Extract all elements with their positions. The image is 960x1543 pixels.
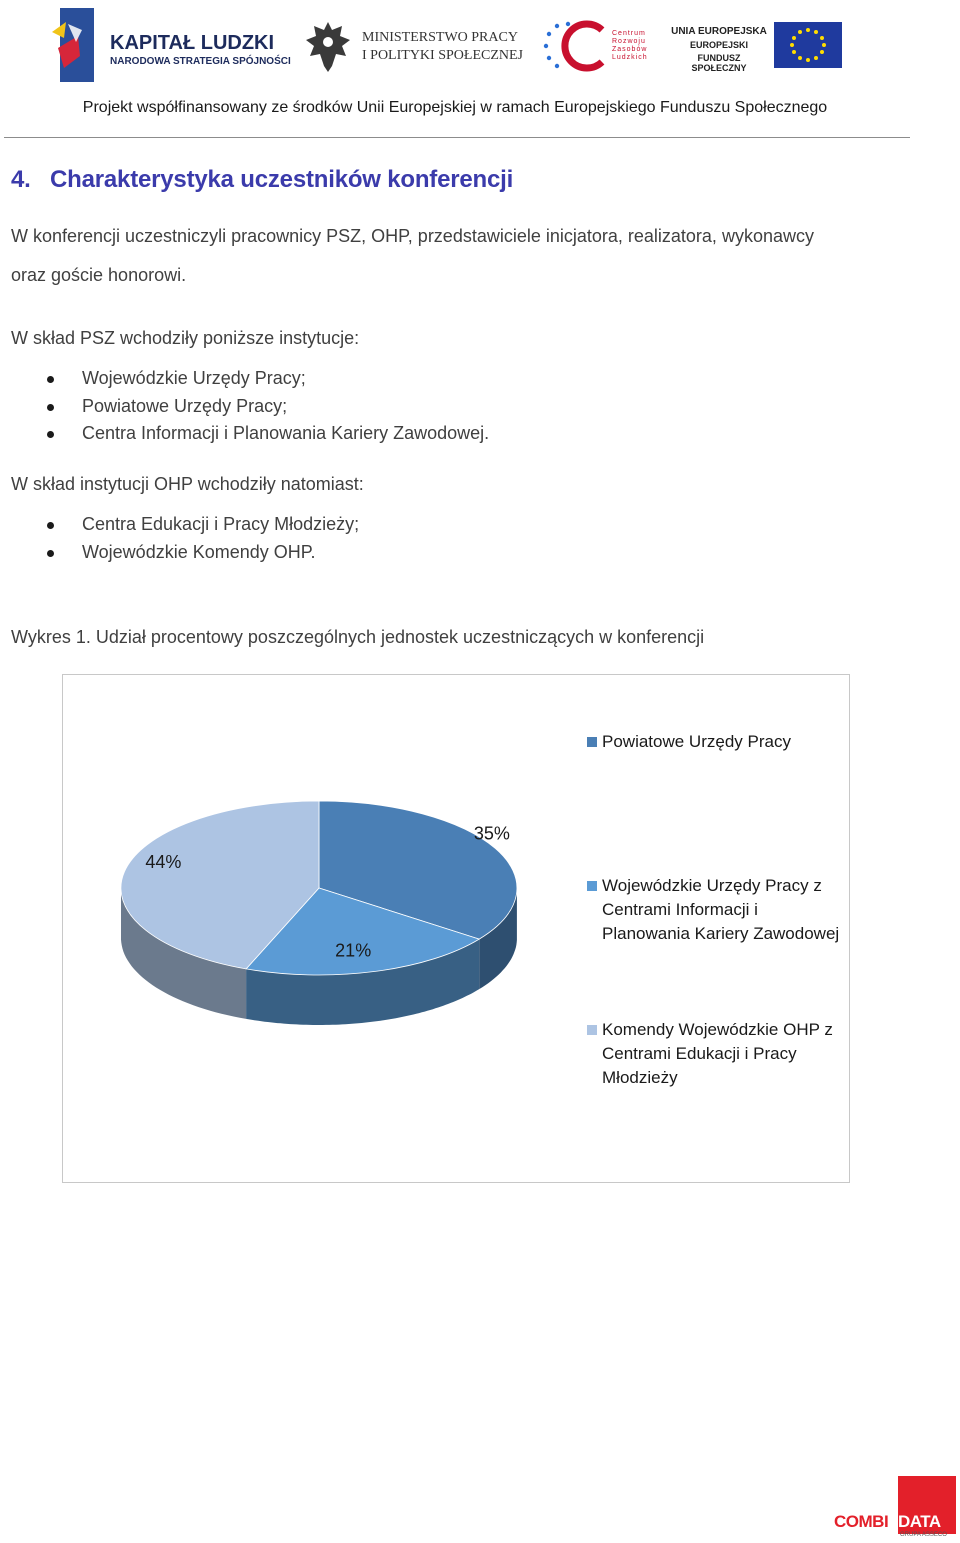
ministry-name-line2: I POLITYKI SPOŁECZNEJ: [362, 48, 523, 63]
combidata-text-a: COMBI: [834, 1512, 889, 1531]
ministry-name-line1: MINISTERSTWO PRACY: [362, 30, 518, 45]
eu-flag-icon: [774, 22, 842, 68]
psz-institutions-list: [11, 365, 489, 448]
pie-data-label: 21%: [335, 940, 372, 961]
legend-swatch: [587, 737, 597, 747]
white-eagle-icon: [302, 18, 354, 76]
header: [0, 0, 960, 140]
header-divider: [4, 137, 910, 138]
chart-frame: [62, 674, 850, 1183]
combidata-logo: [834, 1474, 958, 1540]
eu-line3: FUNDUSZ SPOŁECZNY: [691, 53, 747, 73]
legend-swatch: [587, 881, 597, 891]
kapital-ludzki-logo: [50, 8, 290, 84]
chart-caption: Wykres 1. Udział procentowy poszczególnych jednostek uczestniczących w konferencji: [11, 627, 705, 647]
crzl-logo: [540, 20, 660, 72]
legend-label: Powiatowe Urzędy Pracy: [602, 732, 791, 751]
funding-note: Projekt współfinansowany ze środków Unii Europejskiej w ramach Europejskiego Funduszu Społecznego: [82, 99, 828, 116]
psz-intro: W skład PSZ wchodziły poniższe instytucje:: [11, 328, 360, 348]
list-item: Centra Edukacji i Pracy Młodzieży;: [11, 511, 359, 539]
eu-line1: UNIA EUROPEJSKA: [671, 26, 767, 37]
eu-line2: EUROPEJSKI: [689, 40, 749, 50]
section-title: 4. Charakterystyka uczestników konferencji: [11, 166, 514, 193]
legend-item-ohp: [587, 1018, 849, 1098]
intro-paragraph-line1: W konferencji uczestniczyli pracownicy PSZ, OHP, przedstawiciele inicjatora, realizatora, wykonawcy: [11, 226, 814, 246]
list-item: Centra Informacji i Planowania Kariery Zawodowej.: [11, 420, 489, 448]
ohp-intro: W skład instytucji OHP wchodziły natomiast:: [11, 474, 364, 494]
list-item: Wojewódzkie Komendy OHP.: [11, 539, 359, 567]
legend-item-powiatowe: [587, 730, 849, 760]
legend-label: Komendy Wojewódzkie OHP z Centrami Edukacji i Pracy Młodzieży: [602, 1020, 833, 1087]
combidata-text-b: DATA: [898, 1512, 941, 1531]
legend-label: Wojewódzkie Urzędy Pracy z Centrami Informacji i Planowania Kariery Zawodowej: [602, 876, 840, 943]
combidata-subtitle: GRUPA ASSECO: [900, 1532, 947, 1538]
ministry-logo: [302, 18, 522, 76]
legend-item-wojewodzkie: [587, 874, 849, 974]
list-item: Wojewódzkie Urzędy Pracy;: [11, 365, 489, 393]
pie-data-label: 35%: [473, 823, 510, 844]
intro-paragraph-line2: oraz goście honorowi.: [11, 265, 187, 285]
pie-data-label: 44%: [145, 852, 182, 872]
crzl-star-ring-icon: [540, 20, 614, 72]
list-item: Powiatowe Urzędy Pracy;: [11, 393, 489, 421]
kapital-ludzki-title: KAPITAŁ LUDZKI: [110, 32, 275, 54]
eu-logo: [670, 22, 850, 73]
kapital-ludzki-subtitle: NARODOWA STRATEGIA SPÓJNOŚCI: [110, 56, 291, 67]
crzl-text: Centrum Rozwoju Zasobów Ludzkich: [612, 30, 648, 61]
ohp-institutions-list: [11, 511, 359, 566]
kapital-ludzki-emblem-icon: [50, 8, 96, 84]
legend-swatch: [587, 1025, 597, 1035]
